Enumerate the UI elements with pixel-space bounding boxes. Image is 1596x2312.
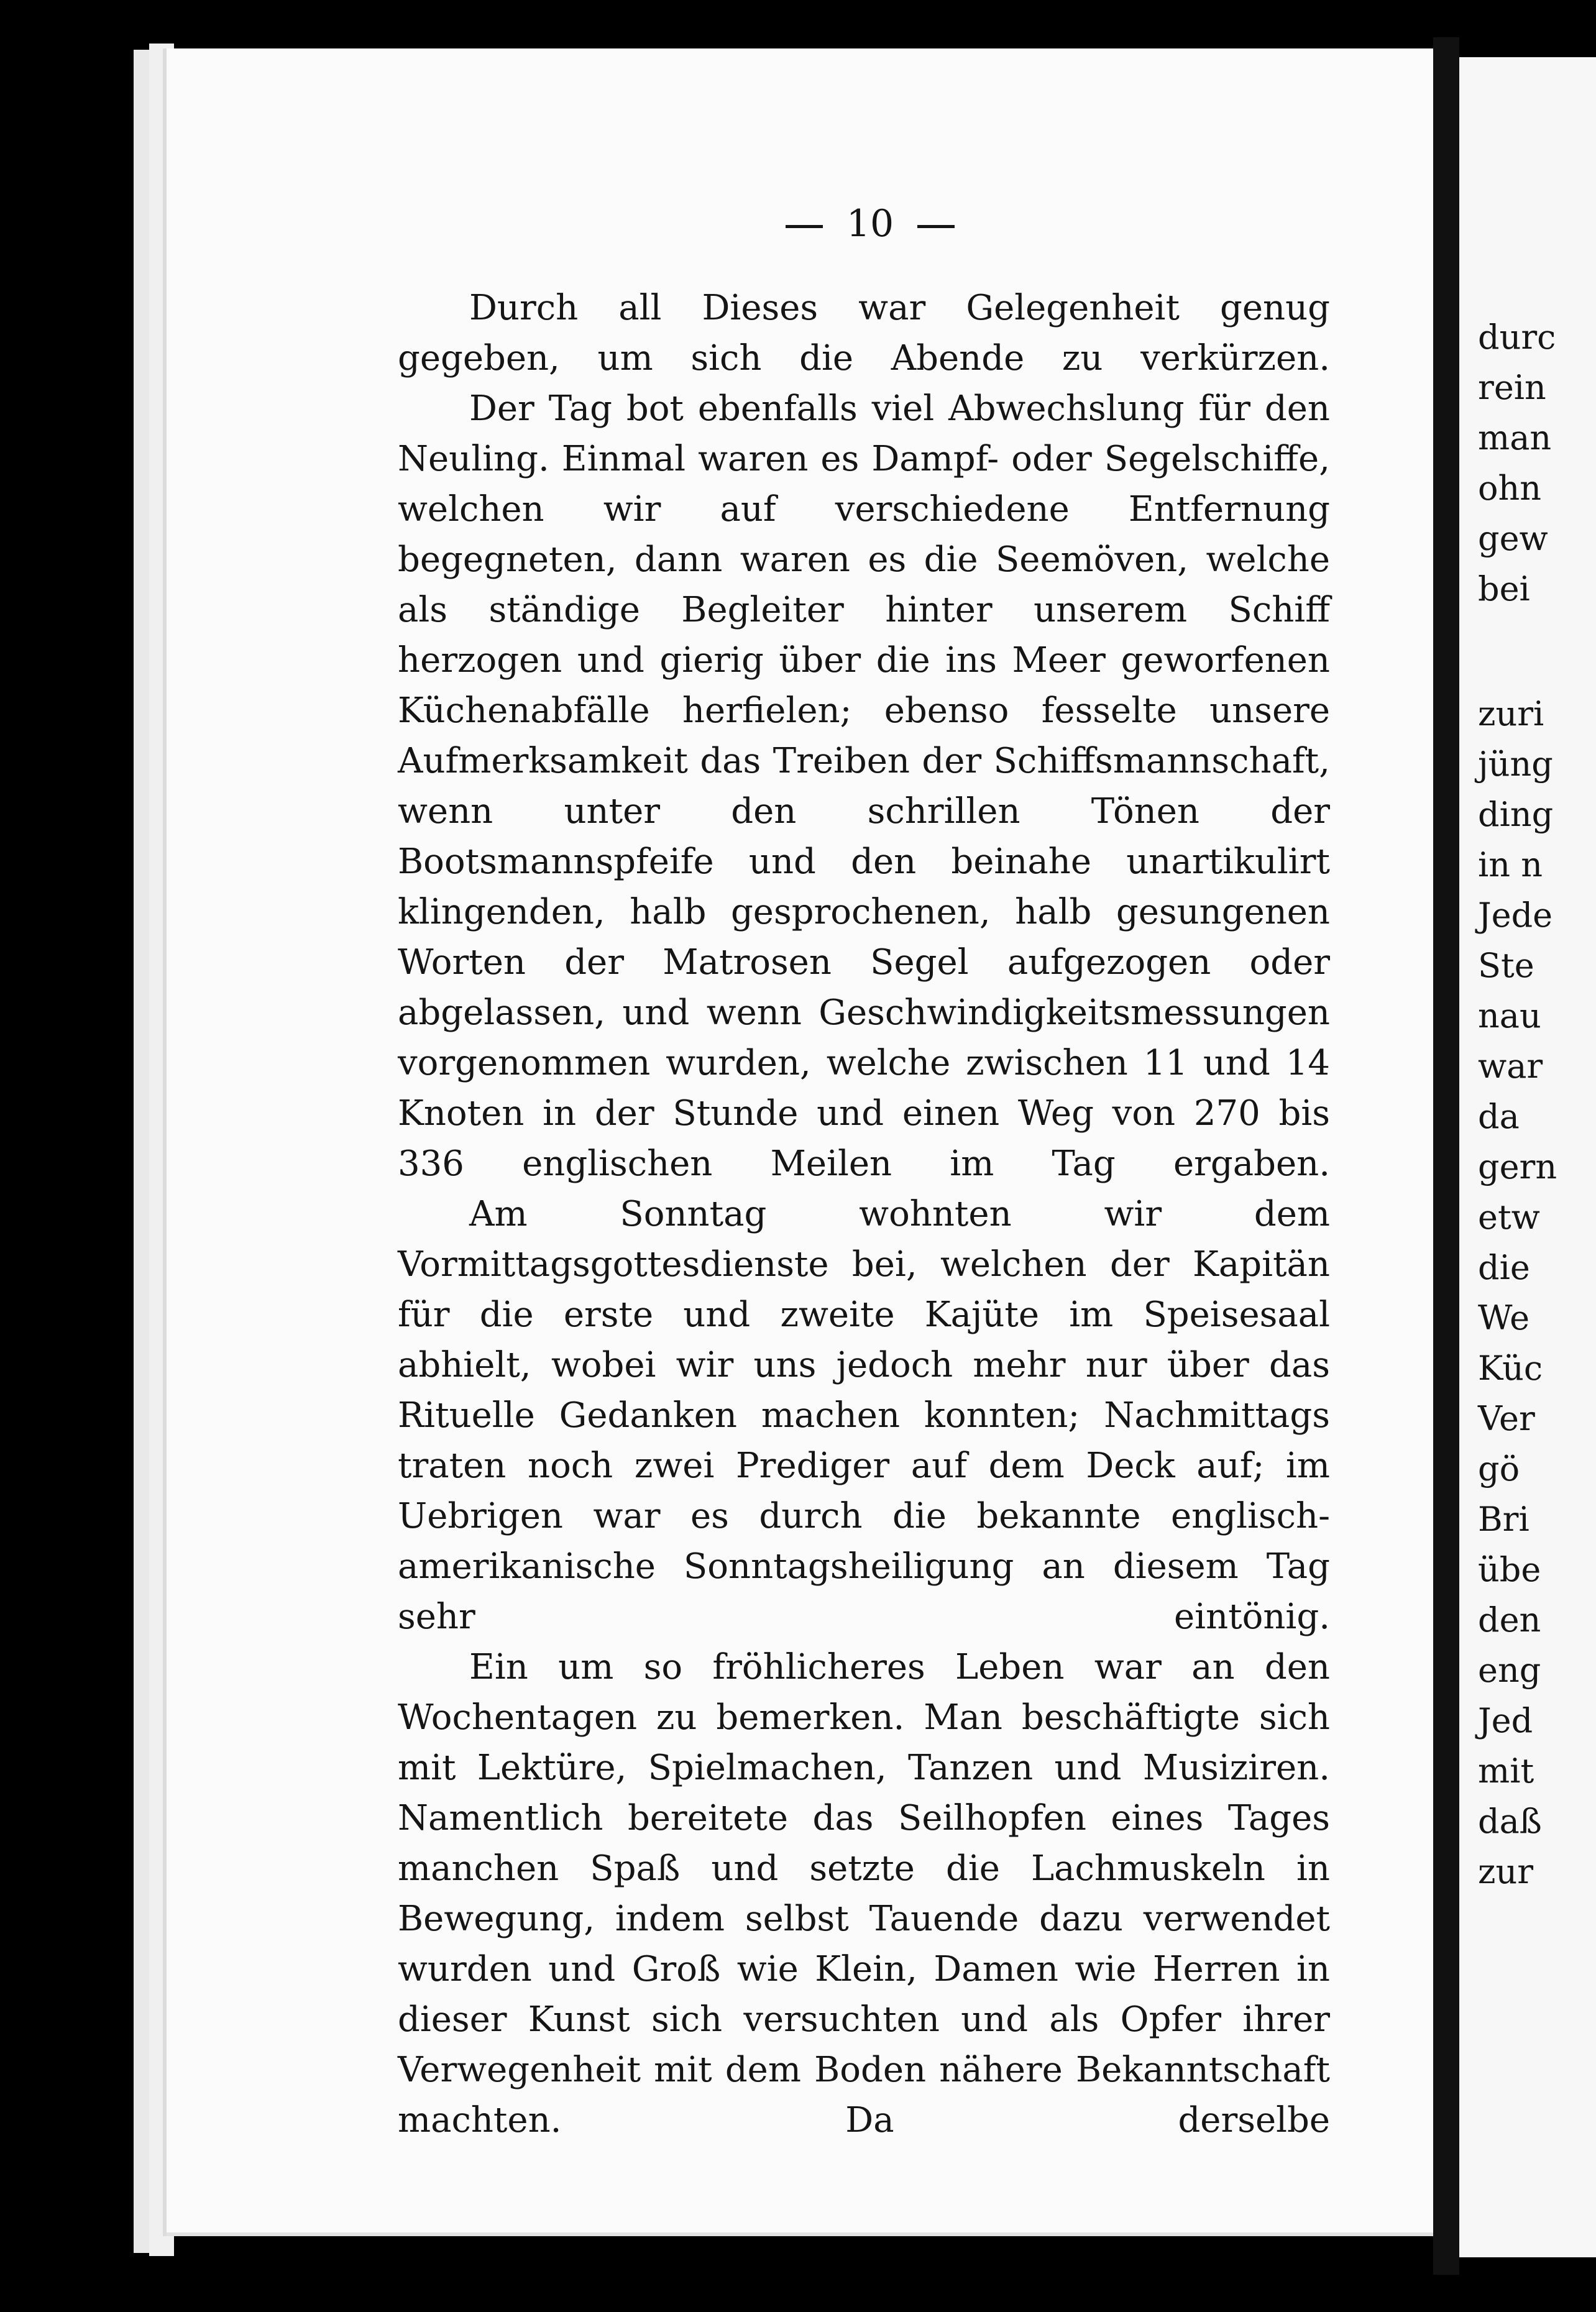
facing-line: gern	[1478, 1147, 1557, 1186]
facing-line: gö	[1478, 1449, 1520, 1489]
facing-line: ding	[1478, 795, 1554, 834]
facing-line: zur	[1478, 1852, 1534, 1891]
facing-line: etw	[1478, 1198, 1540, 1237]
facing-line: zuri	[1478, 694, 1544, 733]
header-dash-right	[917, 225, 955, 228]
facing-line: ohn	[1478, 469, 1542, 508]
facing-line: Jede	[1478, 896, 1553, 935]
facing-line: die	[1478, 1248, 1530, 1287]
facing-line: Jed	[1478, 1701, 1533, 1740]
paragraph: Ein um so fröhlicheres Leben war an den Wochentagen zu bemerken. Man beschäftigte sich mit Lektüre, Spielmachen, Tanzen und Musiziren. Namentlich bereitete das Seilhopfen eines Tages manchen Spaß und setzte die Lachmuskeln in Bewegung, indem selbst Tauende dazu verwendet wurden und Groß wie Klein, Damen wie Herren in dieser Kunst sich versuchten und als Opfer ihrer Verwegenheit mit dem Boden nähere Bekanntschaft machten. Da derselbe	[398, 1647, 1330, 2140]
book-gutter	[1433, 37, 1459, 2275]
facing-line: durc	[1478, 318, 1556, 357]
page-number-header	[621, 199, 1119, 249]
header-dash-left	[786, 225, 823, 228]
facing-line: Ste	[1478, 946, 1534, 985]
facing-book-page	[1459, 57, 1596, 2257]
facing-line: den	[1478, 1600, 1541, 1640]
facing-line: gew	[1478, 519, 1548, 558]
page-number: 10	[846, 202, 894, 245]
facing-line: Ver	[1478, 1399, 1535, 1438]
facing-page-text	[1478, 312, 1596, 1897]
facing-line: daß	[1478, 1802, 1542, 1841]
facing-line: We	[1478, 1298, 1530, 1337]
facing-line: war	[1478, 1047, 1543, 1086]
facing-line: rein	[1478, 368, 1546, 407]
facing-line: da	[1478, 1097, 1520, 1136]
paragraph: Durch all Dieses war Gelegenheit genug gegeben, um sich die Abende zu verkürzen.	[398, 288, 1330, 378]
facing-line: bei	[1478, 569, 1530, 608]
facing-line: in n	[1478, 845, 1543, 884]
facing-line: Küc	[1478, 1349, 1543, 1388]
facing-line: eng	[1478, 1651, 1541, 1690]
page-body-text	[398, 283, 1330, 2145]
facing-line: mit	[1478, 1751, 1534, 1791]
paragraph: Am Sonntag wohnten wir dem Vormittagsgottesdienste bei, welchen der Kapitän für die erste und zweite Kajüte im Speisesaal abhielt, wobei wir uns jedoch mehr nur über das Rituelle Gedanken machen konnten; Nachmittags traten noch zwei Prediger auf dem Deck auf; im Uebrigen war es durch die bekannte englisch-amerikanische Sonntagsheiligung an diesem Tag sehr eintönig.	[398, 1194, 1330, 1637]
facing-line: man	[1478, 418, 1552, 457]
facing-line: Bri	[1478, 1500, 1530, 1539]
facing-line: nau	[1478, 996, 1541, 1035]
facing-line: jüng	[1478, 745, 1553, 784]
facing-line: übe	[1478, 1550, 1541, 1589]
paragraph: Der Tag bot ebenfalls viel Abwechslung für den Neuling. Einmal waren es Dampf- oder Segelschiffe, welchen wir auf verschiedene Entfernung begegneten, dann waren es die Seemöven, welche als ständige Begleiter hinter unserem Schiff herzogen und gierig über die ins Meer geworfenen Küchenabfälle herfielen; ebenso fesselte unsere Aufmerksamkeit das Treiben der Schiffsmannschaft, wenn unter den schrillen Tönen der Bootsmannspfeife und den beinahe unartikulirt klingenden, halb gesprochenen, halb gesungenen Worten der Matrosen Segel aufgezogen oder abgelassen, und wenn Geschwindigkeitsmessungen vorgenommen wurden, welche zwischen 11 und 14 Knoten in der Stunde und einen Weg von 270 bis 336 englischen Meilen im Tag ergaben.	[398, 388, 1330, 1184]
